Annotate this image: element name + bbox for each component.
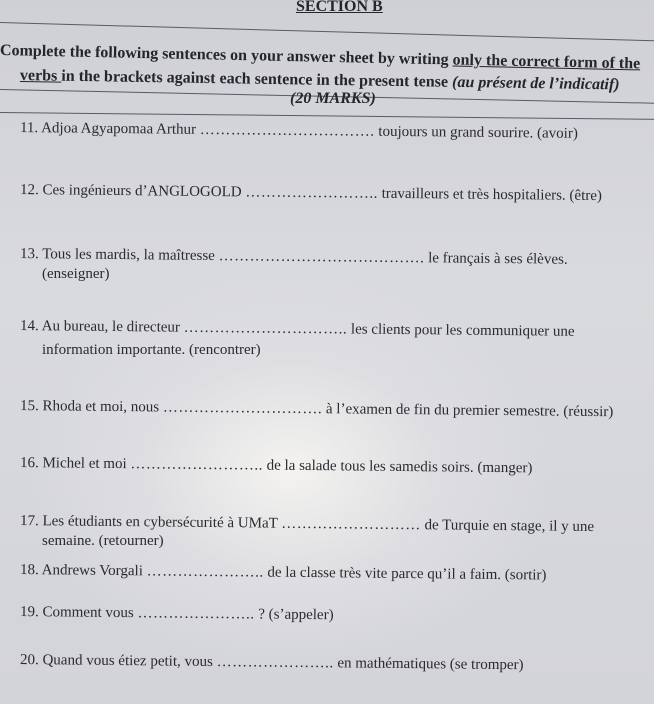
question-text: le français à ses élèves.: [424, 250, 568, 268]
answer-blank: …………………..: [146, 563, 264, 581]
question-text: 16. Michel et moi: [19, 455, 131, 473]
question-text: en mathématiques (se tromper): [333, 655, 524, 674]
question-continuation: (enseigner): [42, 266, 110, 282]
question-text: 11. Adjoa Agyapomaa Arthur: [19, 120, 200, 138]
question-16: [20, 455, 533, 477]
question-text: de Turquie en stage, il y une: [420, 517, 595, 536]
question-text: 15. Rhoda et moi, nous: [19, 398, 164, 416]
question-continuation: semaine. (retourner): [42, 533, 164, 549]
question-text: de la classe très vite parce qu’il a faim. (sortir): [263, 564, 547, 584]
instruction-underlined: only the correct form of the: [452, 51, 641, 73]
answer-blank: ……………………..: [130, 456, 263, 474]
question-19: [20, 604, 334, 624]
instruction-text: in the brackets against each sentence in the present tense: [61, 67, 453, 91]
question-20: [20, 652, 524, 674]
question-15: [20, 398, 613, 421]
question-11: [20, 120, 578, 143]
question-text: les clients pour les communiquer une: [347, 321, 575, 340]
answer-blank: ………………………: [281, 515, 421, 534]
answer-blank: …………………..: [216, 654, 334, 672]
answer-blank: ………………………………….: [218, 248, 425, 267]
question-text: 14. Au bureau, le directeur: [19, 318, 184, 336]
question-12: [20, 182, 602, 205]
divider: [0, 22, 654, 41]
question-text: 19. Comment vous: [19, 604, 138, 622]
question-text: travailleurs et très hospitaliers. (être): [377, 185, 603, 205]
answer-blank: ……………………..: [245, 184, 378, 202]
question-18: [20, 562, 547, 585]
answer-blank: …………………………….: [199, 121, 375, 140]
question-continuation: information importante. (rencontrer): [42, 342, 261, 358]
question-text: ? (s’appeler): [254, 606, 334, 624]
question-text: toujours un grand sourire. (avoir): [374, 123, 578, 142]
question-text: 13. Tous les mardis, la maîtresse: [19, 246, 219, 265]
instruction-underlined: verbs: [19, 67, 62, 85]
question-text: à l’examen de fin du premier semestre. (réussir): [322, 401, 614, 421]
divider: [0, 112, 654, 120]
question-text: 17. Les étudiants en cybersécurité à UMaT: [19, 513, 282, 532]
marks-label: (20 MARKS): [290, 90, 376, 107]
instruction-text: Complete the following sentences on your answer sheet by writing: [0, 42, 453, 69]
answer-blank: …………………………..: [183, 319, 348, 338]
answer-blank: …………………..: [137, 605, 255, 623]
question-14: [20, 318, 575, 341]
question-text: 12. Ces ingénieurs d’ANGLOGOLD: [19, 182, 246, 201]
section-title: SECTION B: [296, 0, 383, 15]
instruction-italic: (au présent de l’indicatif): [451, 73, 620, 94]
answer-blank: ………………………….: [162, 399, 323, 418]
question-text: de la salade tous les samedis soirs. (manger): [262, 457, 533, 477]
question-text: 20. Quand vous étiez petit, vous: [19, 652, 217, 671]
question-text: 18. Andrews Vorgali: [19, 562, 147, 580]
